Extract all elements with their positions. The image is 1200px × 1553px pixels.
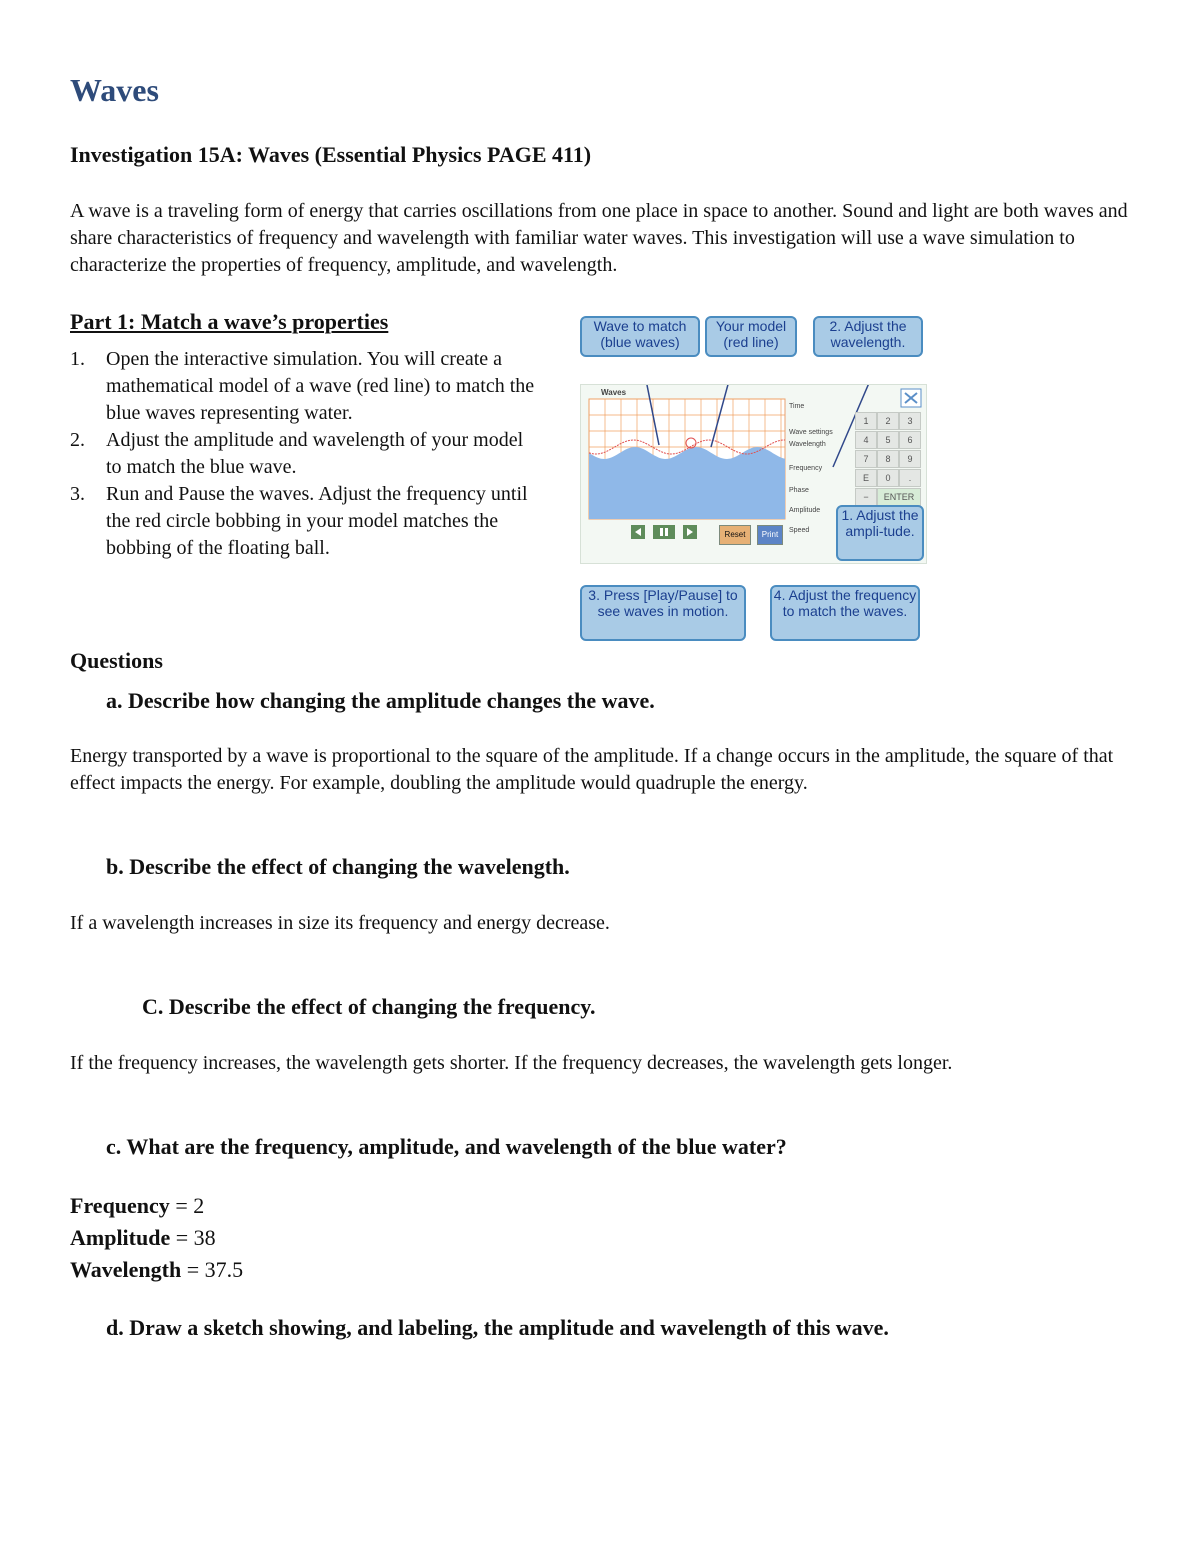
- frequency-label: Frequency: [789, 465, 823, 472]
- key-minus[interactable]: −: [855, 488, 877, 506]
- time-label: Time: [789, 403, 805, 410]
- print-button[interactable]: Print: [757, 525, 783, 545]
- amplitude-label: Amplitude: [789, 507, 821, 514]
- enter-key[interactable]: ENTER: [877, 488, 921, 506]
- key-dot[interactable]: .: [899, 469, 921, 487]
- blue-water-values: [70, 1190, 243, 1286]
- key-2[interactable]: 2: [877, 412, 899, 430]
- investigation-heading: Investigation 15A: Waves (Essential Physics PAGE 411): [70, 142, 592, 167]
- phase-label: Phase: [789, 487, 809, 494]
- simulation-figure: [580, 314, 925, 646]
- list-item: 2. Adjust the amplitude and wavelength of your model to match the blue wave.: [70, 429, 524, 478]
- question-a: a. Describe how changing the amplitude changes the wave.: [106, 688, 655, 713]
- speed-label: Speed: [789, 527, 810, 534]
- question-b: b. Describe the effect of changing the wavelength.: [106, 854, 570, 879]
- key-4[interactable]: 4: [855, 431, 877, 449]
- answer-b: If a wavelength increases in size its frequency and energy decrease.: [70, 912, 610, 934]
- callout-adjust-frequency: 4. Adjust the frequency to match the waves.: [770, 585, 920, 641]
- steps-list: [70, 346, 540, 562]
- callout-adjust-wavelength: 2. Adjust the wavelength.: [813, 316, 923, 357]
- part1-heading: Part 1: Match a wave’s properties: [70, 309, 389, 334]
- key-3[interactable]: 3: [899, 412, 921, 430]
- callout-press-play: 3. Press [Play/Pause] to see waves in motion.: [580, 585, 746, 641]
- callout-adjust-amplitude: 1. Adjust the ampli-tude.: [836, 505, 924, 561]
- answer-C: If the frequency increases, the wavelength gets shorter. If the frequency decreases, the wavelength gets longer.: [70, 1052, 953, 1074]
- callout-wave-to-match: Wave to match (blue waves): [580, 316, 700, 357]
- list-item: 1. Open the interactive simulation. You will create a mathematical model of a wave (red line) to match the blue waves representing water.: [70, 348, 535, 424]
- intro-paragraph: A wave is a traveling form of energy that carries oscillations from one place in space to another. Sound and light are both waves and share characteristics of frequency and wavelength with familiar water waves. This investigation will use a wave simulation to characterize the properties of frequency, amplitude, and wavelength.: [70, 200, 1128, 276]
- key-e[interactable]: E: [855, 469, 877, 487]
- sim-window-title: Waves: [601, 388, 627, 397]
- wavelength-label: Wavelength: [789, 441, 826, 448]
- wavelength-line: Wavelength = 37.5: [70, 1257, 244, 1282]
- key-7[interactable]: 7: [855, 450, 877, 468]
- key-1[interactable]: 1: [855, 412, 877, 430]
- doc-title: Waves: [70, 72, 159, 108]
- key-6[interactable]: 6: [899, 431, 921, 449]
- amplitude-line: Amplitude = 38: [70, 1225, 216, 1250]
- key-0[interactable]: 0: [877, 469, 899, 487]
- key-8[interactable]: 8: [877, 450, 899, 468]
- callout-your-model: Your model (red line): [705, 316, 797, 357]
- key-9[interactable]: 9: [899, 450, 921, 468]
- question-d: d. Draw a sketch showing, and labeling, the amplitude and wavelength of this wave.: [106, 1315, 889, 1340]
- question-c: c. What are the frequency, amplitude, and wavelength of the blue water?: [106, 1134, 787, 1159]
- question-C: C. Describe the effect of changing the frequency.: [142, 994, 596, 1019]
- frequency-line: Frequency = 2: [70, 1193, 205, 1218]
- questions-heading: Questions: [70, 648, 163, 673]
- list-item: 3. Run and Pause the waves. Adjust the frequency until the red circle bobbing in your model matches the bobbing of the floating ball.: [70, 483, 528, 559]
- key-5[interactable]: 5: [877, 431, 899, 449]
- answer-a: Energy transported by a wave is proportional to the square of the amplitude. If a change occurs in the amplitude, the square of that effect impacts the energy. For example, doubling the amplitude would quadruple the energy.: [70, 745, 1114, 794]
- reset-button[interactable]: Reset: [719, 525, 751, 545]
- wave-settings-label: Wave settings: [789, 429, 833, 436]
